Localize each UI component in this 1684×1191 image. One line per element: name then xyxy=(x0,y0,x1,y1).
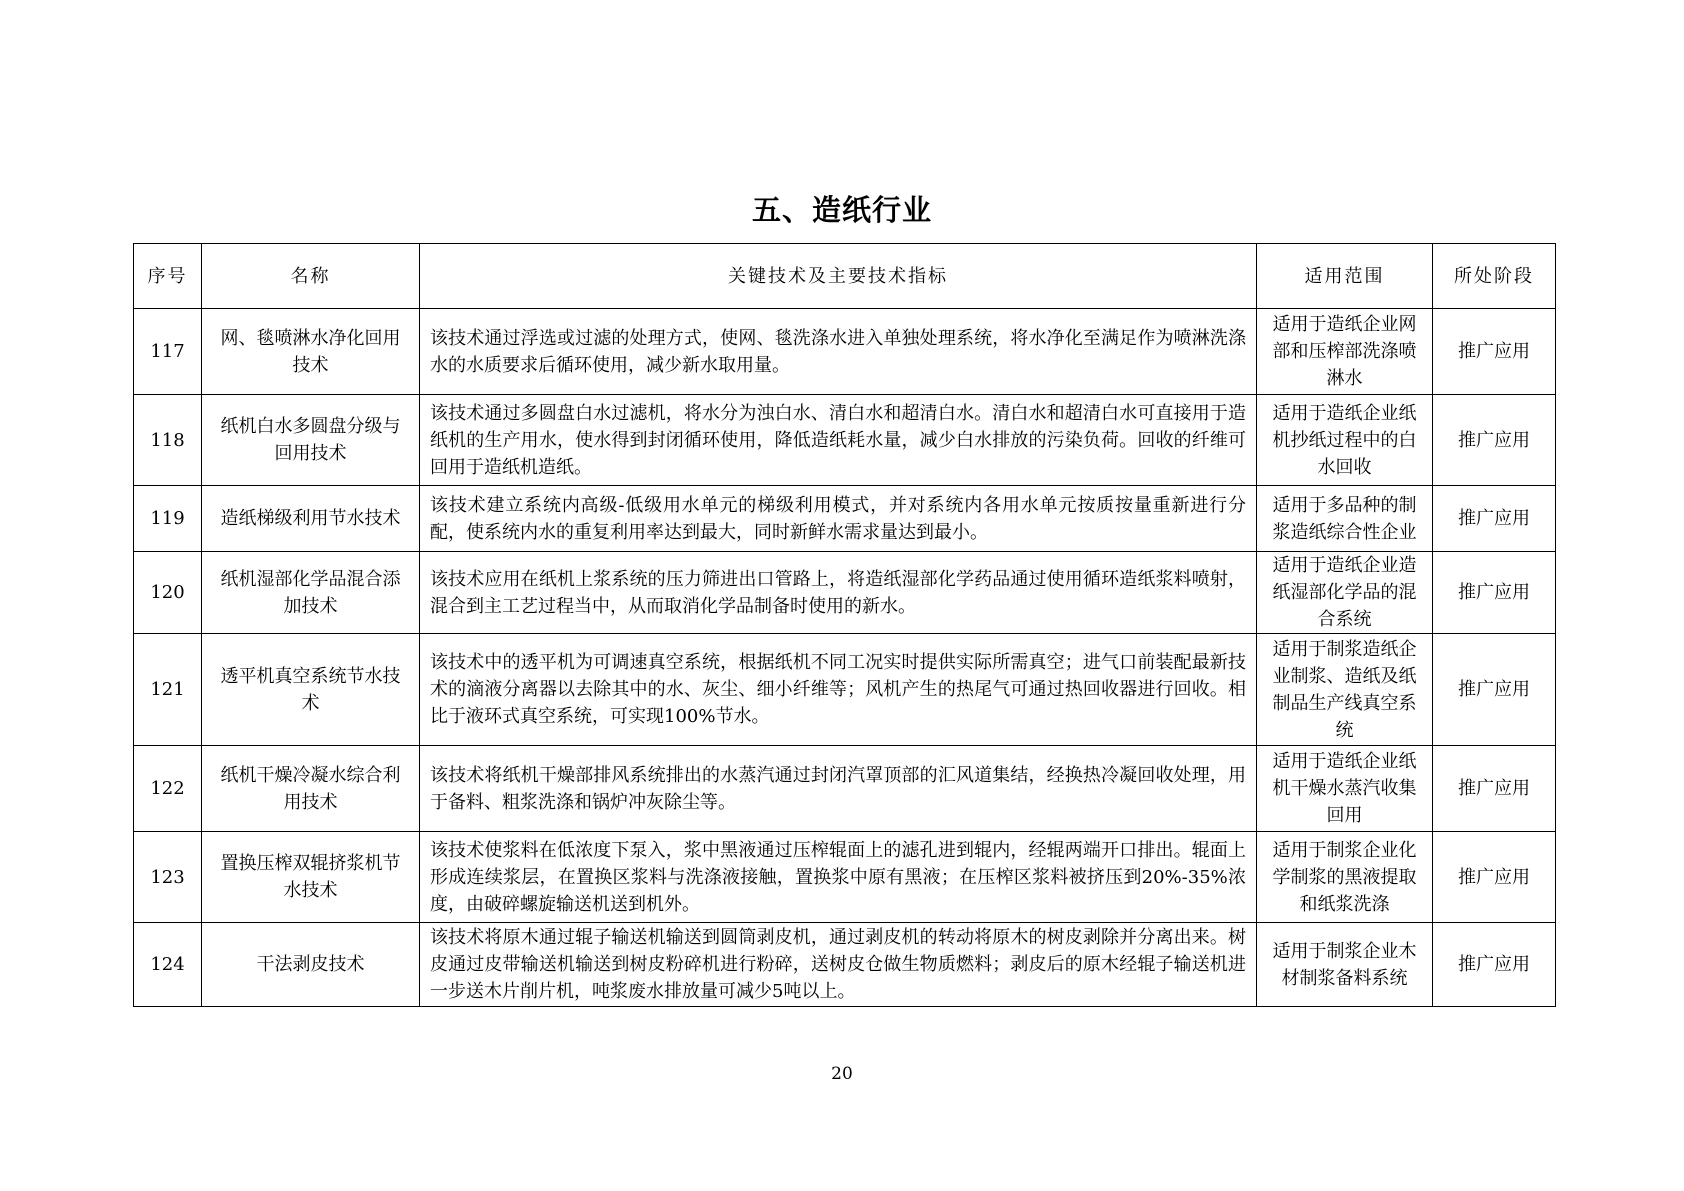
applicable-scope: 适用于多品种的制浆造纸综合性企业 xyxy=(1257,486,1433,552)
row-number: 117 xyxy=(134,309,202,395)
applicable-scope: 适用于造纸企业纸机抄纸过程中的白水回收 xyxy=(1257,395,1433,486)
technology-description: 该技术使浆料在低浓度下泵入，浆中黑液通过压榨辊面上的滤孔进到辊内，经辊两端开口排出。辊面上形成连续浆层，在置换区浆料与洗涤液接触，置换浆中原有黑液；在压榨区浆料被挤压到20%-35%浓度，由破碎螺旋输送机送到机外。 xyxy=(420,832,1257,923)
page-title: 五、造纸行业 xyxy=(751,193,932,227)
applicable-scope: 适用于制浆企业木材制浆备料系统 xyxy=(1257,923,1433,1007)
applicable-scope: 适用于造纸企业纸机干燥水蒸汽收集回用 xyxy=(1257,746,1433,832)
technology-description: 该技术通过浮选或过滤的处理方式，使网、毯洗涤水进入单独处理系统，将水净化至满足作为喷淋洗涤水的水质要求后循环使用，减少新水取用量。 xyxy=(420,309,1257,395)
table-body xyxy=(134,309,1556,1007)
table-row xyxy=(134,832,1556,923)
technology-description: 该技术中的透平机为可调速真空系统，根据纸机不同工况实时提供实际所需真空；进气口前装配最新技术的滴液分离器以去除其中的水、灰尘、细小纤维等；风机产生的热尾气可通过热回收器进行回收。相比于液环式真空系统，可实现100%节水。 xyxy=(420,634,1257,746)
header-name: 名称 xyxy=(202,244,420,309)
technology-name: 干法剥皮技术 xyxy=(202,923,420,1007)
table-row xyxy=(134,552,1556,634)
row-number: 124 xyxy=(134,923,202,1007)
stage: 推广应用 xyxy=(1433,923,1556,1007)
stage: 推广应用 xyxy=(1433,634,1556,746)
technology-name: 纸机白水多圆盘分级与回用技术 xyxy=(202,395,420,486)
technology-table xyxy=(133,243,1556,1007)
table-row xyxy=(134,486,1556,552)
stage: 推广应用 xyxy=(1433,486,1556,552)
technology-name: 透平机真空系统节水技术 xyxy=(202,634,420,746)
header-applicable-scope: 适用范围 xyxy=(1257,244,1433,309)
page-number: 20 xyxy=(831,1064,853,1084)
technology-name: 网、毯喷淋水净化回用技术 xyxy=(202,309,420,395)
technology-name: 纸机湿部化学品混合添加技术 xyxy=(202,552,420,634)
table-row xyxy=(134,634,1556,746)
header-number: 序号 xyxy=(134,244,202,309)
technology-description: 该技术通过多圆盘白水过滤机，将水分为浊白水、清白水和超清白水。清白水和超清白水可直接用于造纸机的生产用水，使水得到封闭循环使用，降低造纸耗水量，减少白水排放的污染负荷。回收的纤维可回用于造纸机造纸。 xyxy=(420,395,1257,486)
row-number: 121 xyxy=(134,634,202,746)
header-row xyxy=(134,244,1556,309)
stage: 推广应用 xyxy=(1433,395,1556,486)
table-row xyxy=(134,923,1556,1007)
row-number: 122 xyxy=(134,746,202,832)
table-row xyxy=(134,395,1556,486)
table-row xyxy=(134,309,1556,395)
technology-description: 该技术建立系统内高级-低级用水单元的梯级利用模式，并对系统内各用水单元按质按量重新进行分配，使系统内水的重复利用率达到最大，同时新鲜水需求量达到最小。 xyxy=(420,486,1257,552)
technology-name: 造纸梯级利用节水技术 xyxy=(202,486,420,552)
header-key-technology: 关键技术及主要技术指标 xyxy=(420,244,1257,309)
technology-name: 纸机干燥冷凝水综合利用技术 xyxy=(202,746,420,832)
applicable-scope: 适用于制浆造纸企业制浆、造纸及纸制品生产线真空系统 xyxy=(1257,634,1433,746)
row-number: 118 xyxy=(134,395,202,486)
applicable-scope: 适用于制浆企业化学制浆的黑液提取和纸浆洗涤 xyxy=(1257,832,1433,923)
stage: 推广应用 xyxy=(1433,746,1556,832)
technology-description: 该技术将原木通过辊子输送机输送到圆筒剥皮机，通过剥皮机的转动将原木的树皮剥除并分离出来。树皮通过皮带输送机输送到树皮粉碎机进行粉碎，送树皮仓做生物质燃料；剥皮后的原木经辊子输送机进一步送木片削片机，吨浆废水排放量可减少5吨以上。 xyxy=(420,923,1257,1007)
row-number: 119 xyxy=(134,486,202,552)
stage: 推广应用 xyxy=(1433,552,1556,634)
applicable-scope: 适用于造纸企业造纸湿部化学品的混合系统 xyxy=(1257,552,1433,634)
applicable-scope: 适用于造纸企业网部和压榨部洗涤喷淋水 xyxy=(1257,309,1433,395)
table-header xyxy=(134,244,1556,309)
table-row xyxy=(134,746,1556,832)
row-number: 123 xyxy=(134,832,202,923)
technology-name: 置换压榨双辊挤浆机节水技术 xyxy=(202,832,420,923)
technology-description: 该技术应用在纸机上浆系统的压力筛进出口管路上，将造纸湿部化学药品通过使用循环造纸浆料喷射，混合到主工艺过程当中，从而取消化学品制备时使用的新水。 xyxy=(420,552,1257,634)
technology-description: 该技术将纸机干燥部排风系统排出的水蒸汽通过封闭汽罩顶部的汇风道集结，经换热冷凝回收处理，用于备料、粗浆洗涤和锅炉冲灰除尘等。 xyxy=(420,746,1257,832)
stage: 推广应用 xyxy=(1433,832,1556,923)
row-number: 120 xyxy=(134,552,202,634)
header-stage: 所处阶段 xyxy=(1433,244,1556,309)
stage: 推广应用 xyxy=(1433,309,1556,395)
